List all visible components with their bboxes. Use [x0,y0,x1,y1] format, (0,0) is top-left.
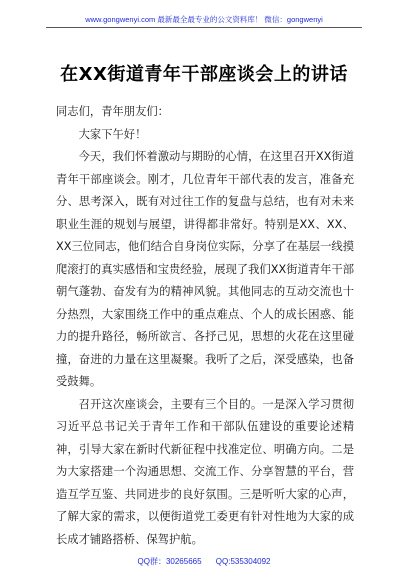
document-body [56,101,354,551]
header-divider [46,27,362,28]
page-header: www.gongwenyi.com 最新最全最专业的公文资料库！ 微信：gongwenyi [85,15,323,24]
document-title: 在XX街道青年干部座谈会上的讲话 [60,64,348,85]
page-footer [0,556,408,567]
body-paragraph: 今天，我们怀着激动与期盼的心情，在这里召开XX街道青年干部座谈会。刚才，几位青年干部代表的发言，准备充分、思考深入，既有对过往工作的复盘与总结，也有对未来职业生涯的规划与展望，讲得都非常好。特别是XX、XX、XX三位同志，他们结合自身岗位实际，分享了在基层一线摸爬滚打的真实感悟和宝贵经验，展现了我们XX街道青年干部朝气蓬勃、奋发有为的精神风貌。其他同志的互动交流也十分热烈，大家围绕工作中的重点难点、个人的成长困惑、能力的提升路径，畅所欲言、各抒己见，思想的火花在这里碰撞，奋进的力量在这里凝聚。我听了之后，深受感染，也备受鼓舞。 [56,150,354,388]
body-paragraph: 召开这次座谈会，主要有三个目的。一是深入学习贯彻习近平总书记关于青年工作和干部队伍建设的重要论述精神，引导大家在新时代新征程中找准定位、明确方向。二是为大家搭建一个沟通思想、交流工作、分享智慧的平台，营造互学互鉴、共同进步的良好氛围。三是听听大家的心声，了解大家的需求，以便街道党工委更有针对性地为大家的成长成才铺路搭桥、保驾护航。 [56,397,354,546]
footer-qq: QQ:535304092 [215,557,271,566]
greeting: 大家下午好！ [78,127,147,141]
footer-qq-group: QQ群：30265665 [137,557,202,566]
salutation: 同志们，青年朋友们： [56,105,169,118]
